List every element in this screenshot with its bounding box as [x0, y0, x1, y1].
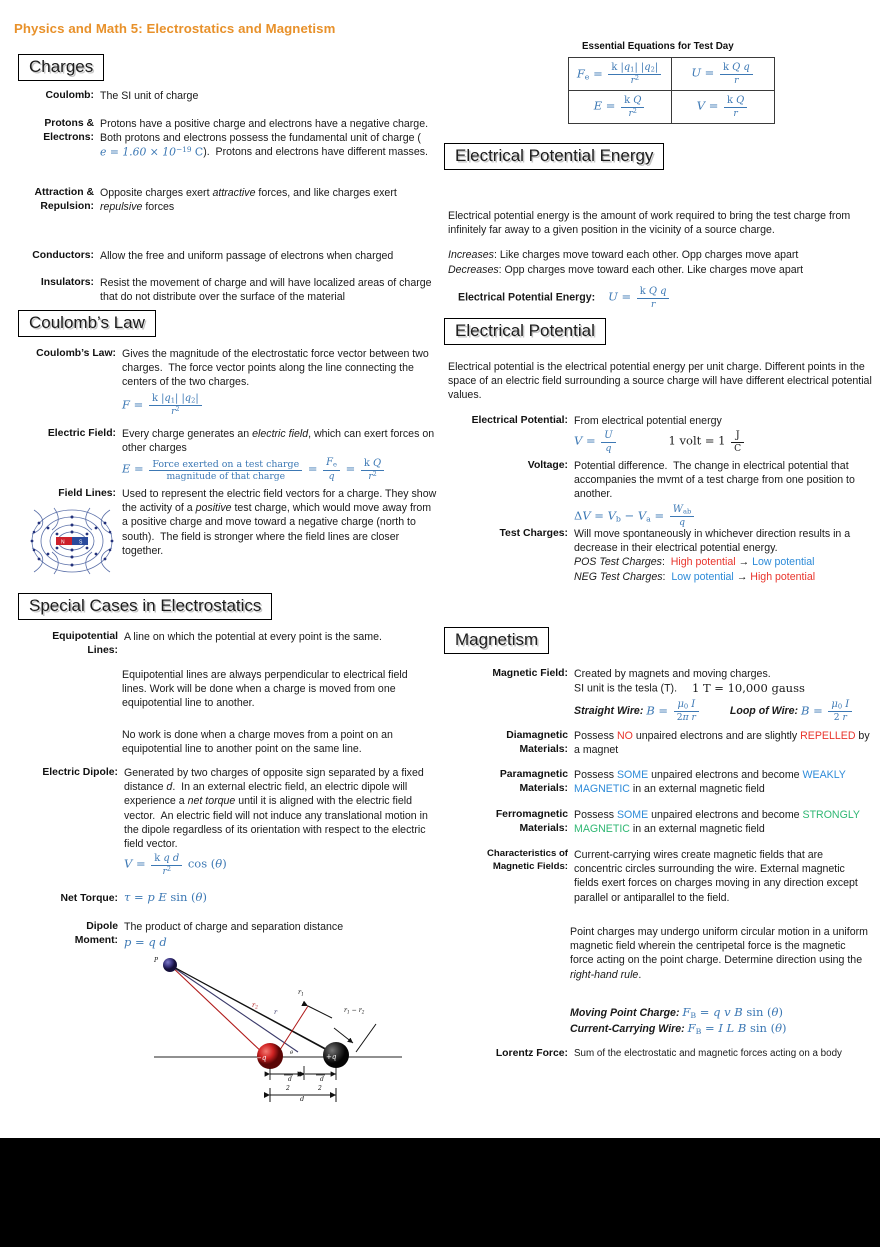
table-row	[569, 58, 775, 91]
right-column	[440, 0, 880, 1138]
term-field-lines: Field Lines:	[58, 488, 116, 499]
equation-dipole-moment: p = q d	[124, 935, 167, 950]
term-electrical-potential: Electrical Potential:	[471, 415, 568, 426]
def-net-torque	[124, 890, 438, 906]
term-lorentz-force: Lorentz Force:	[495, 1048, 568, 1059]
left-column	[0, 0, 440, 1138]
equation-delta-v: $\Delta V = V_b - V_a$ = $\frac{W_{ab}}{q}$	[574, 504, 696, 529]
label-d-total: d	[300, 1095, 305, 1103]
label-straight-wire: Straight Wire	[574, 704, 640, 717]
section-header-electrical-potential: Electrical Potential	[444, 318, 606, 345]
row-test-charges	[442, 527, 872, 584]
svg-text:2: 2	[318, 1085, 322, 1092]
vector-r	[170, 965, 298, 1052]
term-conductors: Conductors:	[32, 250, 94, 261]
essential-equations-heading: Essential Equations for Test Day	[582, 41, 734, 52]
text-circular-motion: Point charges may undergo uniform circular motion in a uniform magnetic field wherein the centripetal force is the magnetic force acting on the point charge. Determine direction using the right-hand rule.	[570, 926, 868, 981]
label-r: r	[274, 1008, 278, 1016]
eq-cell-field: E = $\frac{\text{k Q}}{r^2}$	[569, 91, 672, 124]
text-current-carrying-wire: Current-Carrying Wire: $F_B = I$ L B sin (θ)	[570, 1021, 787, 1036]
magnet-south-label: S	[79, 539, 83, 546]
label-d-half-right: d	[320, 1076, 324, 1083]
def-voltage: Potential difference. The change in electrical potential that accompanies the mvmt of a test charge from one position to another. $\Delta V = V_b - V_a$ = $\frac{W_{ab}}{q}$	[574, 460, 855, 529]
label-r2: $r_2$	[252, 1001, 258, 1011]
section-header-special-cases: Special Cases in Electrostatics	[18, 593, 272, 620]
label-current-carrying-wire: Current-Carrying Wire	[570, 1023, 682, 1036]
term-voltage: Voltage:	[527, 460, 568, 471]
note-tesla-gauss: 1 T = 10,000 gauss	[691, 681, 805, 696]
def-attraction-repulsion: Opposite charges exert attractive forces, and like charges exert repulsive forces	[100, 187, 397, 214]
row-lorentz-force	[442, 1047, 872, 1061]
point-p-marker	[163, 958, 177, 972]
essential-equations-table	[568, 57, 775, 124]
row-conductors	[8, 249, 438, 263]
row-equipotential-lines	[8, 630, 438, 658]
label-r1-minus-r2: $r_1 - r_2$	[344, 1007, 365, 1015]
equation-potential-energy: U = $\frac{\text{k Q q}}{r}$	[608, 286, 671, 310]
term-paramagnetic: Paramagnetic Materials:	[499, 769, 568, 794]
equation-net-torque: τ = p E sin (θ)	[124, 890, 207, 904]
row-paramagnetic	[442, 768, 872, 796]
term-equipotential-lines: Equipotential Lines:	[52, 631, 118, 656]
def-paramagnetic: Possess SOME unpaired electrons and become WEAKLY MAGNETIC in an external magnetic field	[574, 769, 846, 796]
term-electric-dipole: Electric Dipole:	[42, 767, 118, 778]
intro-electrical-potential-energy: Electrical potential energy is the amount of work required to bring the test charge from infinitely far away to a given position in the vicinity of a source charge.	[448, 210, 851, 237]
row-coulomb	[8, 89, 438, 103]
def-ferromagnetic: Possess SOME unpaired electrons and become STRONGLY MAGNETIC in an external magnetic field	[574, 809, 860, 836]
row-coulombs-law	[8, 347, 438, 417]
section-header-electrical-potential-energy: Electrical Potential Energy	[444, 143, 664, 170]
row-electrical-potential	[442, 414, 872, 454]
def-characteristics: Current-carrying wires create magnetic fields that are concentric circles surrounding the wire. External magnetic fields exert forces on charges moving in any direction except parallel or antiparallel to the field.	[574, 849, 858, 904]
term-characteristics: Characteristics of Magnetic Fields:	[486, 848, 568, 872]
term-magnetic-field: Magnetic Field:	[492, 668, 568, 679]
label-minus-q: −q	[256, 1054, 267, 1062]
equation-electric-field: E = $\frac{\text{Force exerted on a test charge}}{\text{magnitude of that charge}}$ = $\frac{F_e}{q}$ = $\frac{\text{k Q}}{r^2}$	[122, 457, 386, 482]
equation-coulombs-law: F = $\frac{k |q_1| |q_2|}{r^2}$	[122, 393, 204, 418]
section-header-magnetism: Magnetism	[444, 627, 549, 654]
label-moving-point-charge: Moving Point Charge	[570, 1007, 676, 1020]
def-dipole-moment: The product of charge and separation distance p = q d	[124, 921, 344, 950]
text-neg-test-charges: NEG Test Charges: Low potential → High potential	[574, 570, 816, 583]
term-electric-field: Electric Field:	[47, 428, 116, 439]
text-equipotential-no-work: No work is done when a charge moves from a point on an equipotential line to another point on the same line.	[122, 729, 393, 756]
term-diamagnetic: Diamagnetic Materials:	[506, 730, 568, 755]
row-ferromagnetic	[442, 808, 872, 836]
intro-electrical-potential: Electrical potential is the electrical potential energy per unit charge. Different points in the space of an electric field surrounding a source charge will have different electrical potential values.	[448, 361, 872, 402]
equation-potential: V = $\frac{U}{q}$	[574, 430, 618, 454]
def-protons-electrons: Protons have a positive charge and electrons have a negative charge. Both protons and electrons possess the fundamental unit of charge ($e = 1.60 \times 10^{-19}$ C). Protons and electrons have different masses.	[100, 118, 431, 159]
label-loop-of-wire: Loop of Wire	[729, 704, 795, 717]
def-field-lines: Used to represent the electric field vectors for a charge. They show the activity of a positive test charge, which would move away from a positive charge and move toward a negative charge (north to south). The field is stronger where the field lines are closer together.	[122, 488, 437, 557]
def-test-charges: Will move spontaneously in whichever direction results in a decrease in their electrical potential energy. POS Test Charges: High potential → Low potential NEG Test Charges: Low potential → High potential	[574, 527, 872, 584]
def-magnetic-field: Created by magnets and moving charges. SI unit is the tesla (T). 1 T = 10,000 gauss Straight Wire: B = $\frac{\mu_0 I}{\text{2π r}}$ Loop of Wire: B = $\frac{\mu_0 I}{2 r}$	[574, 667, 872, 723]
row-insulators	[8, 276, 438, 304]
label-d-half-left: d	[288, 1076, 292, 1083]
term-ferromagnetic: Ferromagnetic Materials:	[495, 809, 568, 834]
row-characteristics	[442, 848, 872, 905]
def-lorentz-force: Sum of the electrostatic and magnetic forces acting on a body	[574, 1048, 842, 1059]
def-insulators: Resist the movement of charge and will have localized areas of charge that do not distribute over the surface of the material	[100, 277, 432, 304]
term-dipole-moment: Dipole Moment:	[74, 921, 118, 946]
page-title: Physics and Math 5: Electrostatics and Magnetism	[14, 21, 336, 36]
equation-loop-of-wire: B = $\frac{\mu_0 I}{2 r}$	[801, 699, 854, 724]
text-epe-increases: Increases: Like charges move toward each other. Opp charges move apart	[448, 249, 799, 261]
equation-current-carrying-wire: $F_B = I$ L B sin (θ)	[687, 1021, 787, 1036]
equation-dipole-potential: V = $\frac{\text{k q d}}{r^2}$ cos (θ)	[124, 853, 227, 878]
text-epe-decreases: Decreases: Opp charges move toward each other. Like charges move apart	[448, 264, 804, 276]
label-plus-q: +q	[326, 1053, 337, 1061]
row-dipole-moment	[8, 920, 438, 951]
term-insulators: Insulators:	[40, 277, 94, 288]
def-electric-dipole: Generated by two charges of opposite sign separated by a fixed distance d. In an external electric field, an electric dipole will experience a net torque until it is aligned with the electric field vector. An electric field will not induce any translational motion in the dipole regardless of its orientation with respect to the electric field vector. V = $\frac{\text{k q d}}{r^2}$ cos (θ)	[124, 767, 428, 878]
note-one-volt: 1 volt = 1 $\frac{J}{C}$	[669, 430, 747, 454]
eq-cell-energy: U = $\frac{\text{k Q q}}{r}$	[672, 58, 775, 91]
text-pos-test-charges: POS Test Charges: High potential → Low potential	[574, 556, 815, 569]
def-electrical-potential: From electrical potential energy V = $\frac{U}{q}$ 1 volt = 1 $\frac{J}{C}$	[574, 414, 872, 454]
def-conductors: Allow the free and uniform passage of electrons when charged	[100, 250, 394, 262]
eq-cell-force: $F_e$ = $\frac{k |q_1| |q_2|}{r^2}$	[569, 58, 672, 91]
term-coulombs-law: Coulomb’s Law:	[36, 348, 116, 359]
row-voltage	[442, 459, 872, 528]
term-attraction-repulsion: Attraction & Repulsion:	[34, 187, 94, 212]
section-header-coulombs-law: Coulomb’s Law	[18, 310, 156, 337]
text-equipotential-perpendicular: Equipotential lines are always perpendicular to electrical field lines. Work will be done when a charge is moved from one equipotential line to another.	[122, 669, 408, 710]
bar-magnet-field-lines-figure	[26, 506, 118, 576]
row-electric-dipole	[8, 766, 438, 877]
term-coulomb: Coulomb:	[45, 90, 94, 101]
def-diamagnetic: Possess NO unpaired electrons and are slightly REPELLED by a magnet	[574, 730, 870, 757]
bottom-black-bar	[0, 1138, 880, 1247]
electric-dipole-figure	[148, 948, 408, 1108]
table-row	[569, 91, 775, 124]
label-theta: θ	[290, 1050, 294, 1056]
def-equipotential-lines: A line on which the potential at every point is the same.	[124, 631, 382, 643]
row-electric-field	[8, 427, 438, 482]
label-point-p: P	[154, 957, 159, 964]
equation-straight-wire: B = $\frac{\mu_0 I}{\text{2π r}}$	[646, 699, 701, 724]
text-moving-point-charge: Moving Point Charge: $F_B = q$ v B sin (θ)	[570, 1005, 783, 1020]
row-net-torque	[8, 890, 438, 906]
vector-r2	[170, 965, 266, 1056]
term-net-torque: Net Torque:	[60, 893, 118, 904]
term-test-charges: Test Charges:	[499, 528, 568, 539]
row-diamagnetic	[442, 729, 872, 757]
def-electric-field: Every charge generates an electric field, which can exert forces on other charges E = $\frac{\text{Force exerted on a test charge}}{\text{magnitude of that charge}}$ = $\frac{F_e}{q}$ = $\frac{\text{k Q}}{r^2}$	[122, 428, 435, 483]
row-attraction-repulsion	[8, 186, 438, 214]
label-epe-equation: Electrical Potential Energy: U = $\frac{\text{k Q q}}{r}$	[458, 286, 671, 310]
row-magnetic-field	[442, 667, 872, 723]
equation-moving-point-charge: $F_B = q$ v B sin (θ)	[682, 1005, 783, 1020]
magnet-north-label: N	[61, 539, 65, 546]
row-protons-electrons	[8, 117, 438, 160]
section-header-charges: Charges	[18, 54, 104, 81]
label-r1: $r_1$	[298, 988, 304, 998]
term-protons-electrons: Protons & Electrons:	[43, 118, 94, 143]
def-coulomb: The SI unit of charge	[100, 90, 199, 102]
svg-text:2: 2	[286, 1085, 290, 1092]
eq-cell-potential: V = $\frac{\text{k Q}}{r}$	[672, 91, 775, 124]
def-coulombs-law: Gives the magnitude of the electrostatic force vector between two charges. The force vector points along the line connecting the centers of the two charges. F = $\frac{k |q_1| |q_2|}{r^2}$	[122, 348, 429, 418]
